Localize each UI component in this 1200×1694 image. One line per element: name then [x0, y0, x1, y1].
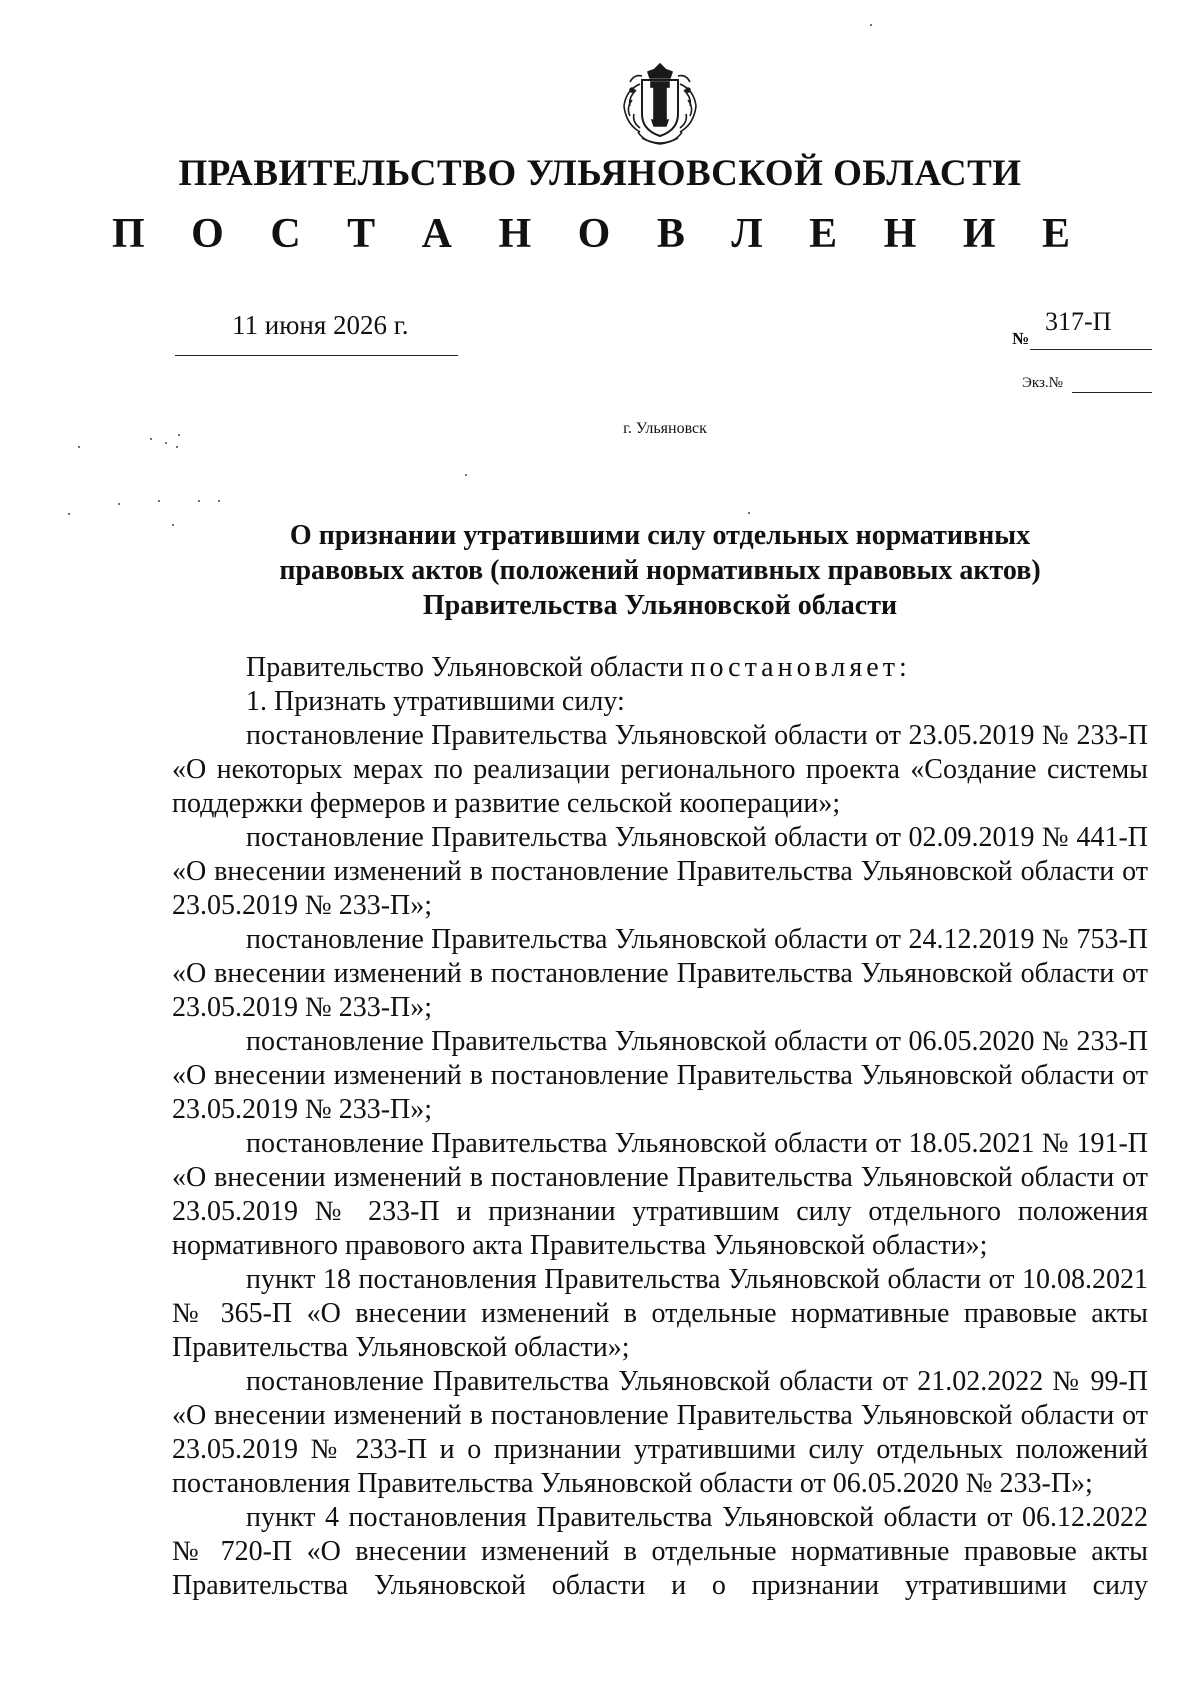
scan-speck	[158, 500, 160, 502]
heading-line-1: О признании утратившими силу отдельных нормативных	[289, 520, 1031, 551]
scan-speck	[748, 512, 750, 514]
scan-speck	[172, 524, 174, 526]
scan-speck	[465, 474, 467, 476]
scan-speck	[178, 434, 180, 436]
scan-speck	[150, 438, 152, 440]
number-sign: №	[1012, 329, 1030, 348]
scan-speck	[165, 442, 167, 444]
copy-number-label: Экз.№	[1022, 375, 1063, 391]
document-type: П О С Т А Н О В Л Е Н И Е	[111, 211, 1089, 257]
body-paragraph-1: постановление Правительства Ульяновской области от 23.05.2019 № 233-П «О некоторых мерах по реализации регионального проекта «Создание системы поддержки фермеров и развитие сельской кооперации»;	[172, 720, 1148, 819]
intro-verb: постановляет:	[690, 652, 911, 683]
document-body	[172, 651, 1148, 1603]
body-paragraph-8: пункт 4 постановления Правительства Ульяновской области от 06.12.2022 № 720-П «О внесении изменений в отдельные нормативные правовые акты Правительства Ульяновской области и о признании утратившими силу	[172, 1502, 1148, 1601]
scan-speck	[176, 446, 178, 448]
scan-speck	[118, 503, 120, 505]
document-heading	[170, 518, 1150, 623]
document-number: 317-П	[1045, 307, 1112, 336]
scan-speck	[218, 500, 220, 502]
scan-speck	[68, 513, 70, 515]
intro-lead: Правительство Ульяновской области	[246, 652, 691, 683]
intro-paragraph	[172, 651, 1148, 685]
organization-title: ПРАВИТЕЛЬСТВО УЛЬЯНОВСКОЙ ОБЛАСТИ	[178, 153, 1022, 194]
body-paragraph-5: постановление Правительства Ульяновской области от 18.05.2021 № 191-П «О внесении изменений в постановление Правительства Ульяновской области от 23.05.2019 № 233-П и признании утратившим силу отдельного положения нормативного правового акта Правительства Ульяновской области»;	[172, 1128, 1148, 1261]
scan-speck	[198, 500, 200, 502]
item-1: 1. Признать утратившими силу:	[246, 686, 625, 717]
body-paragraph-7: постановление Правительства Ульяновской области от 21.02.2022 № 99-П «О внесении изменений в постановление Правительства Ульяновской области от 23.05.2019 № 233-П и о признании утратившими силу отдельных положений постановления Правительства Ульяновской области от 06.05.2020 № 233-П»;	[172, 1366, 1148, 1499]
heading-line-3: Правительства Ульяновской области	[422, 590, 898, 621]
body-paragraph-6: пункт 18 постановления Правительства Ульяновской области от 10.08.2021 № 365-П «О внесении изменений в отдельные нормативные правовые акты Правительства Ульяновской области»;	[172, 1264, 1148, 1363]
body-paragraph-4: постановление Правительства Ульяновской области от 06.05.2020 № 233-П «О внесении изменений в постановление Правительства Ульяновской области от 23.05.2019 № 233-П»;	[172, 1026, 1148, 1125]
body-paragraph-3: постановление Правительства Ульяновской области от 24.12.2019 № 753-П «О внесении изменений в постановление Правительства Ульяновской области от 23.05.2019 № 233-П»;	[172, 924, 1148, 1023]
heading-line-2: правовых актов (положений нормативных правовых актов)	[279, 555, 1041, 586]
copy-number-underline	[1072, 392, 1152, 393]
document-date: 11 июня 2026 г.	[232, 310, 409, 340]
body-paragraph-2: постановление Правительства Ульяновской области от 02.09.2019 № 441-П «О внесении изменений в постановление Правительства Ульяновской области от 23.05.2019 № 233-П»;	[172, 822, 1148, 921]
scan-speck	[870, 24, 872, 26]
coat-of-arms-icon	[612, 60, 708, 152]
number-underline	[1030, 349, 1152, 350]
city-label: г. Ульяновск	[623, 420, 707, 437]
scan-speck	[78, 446, 80, 448]
date-underline	[175, 355, 458, 356]
